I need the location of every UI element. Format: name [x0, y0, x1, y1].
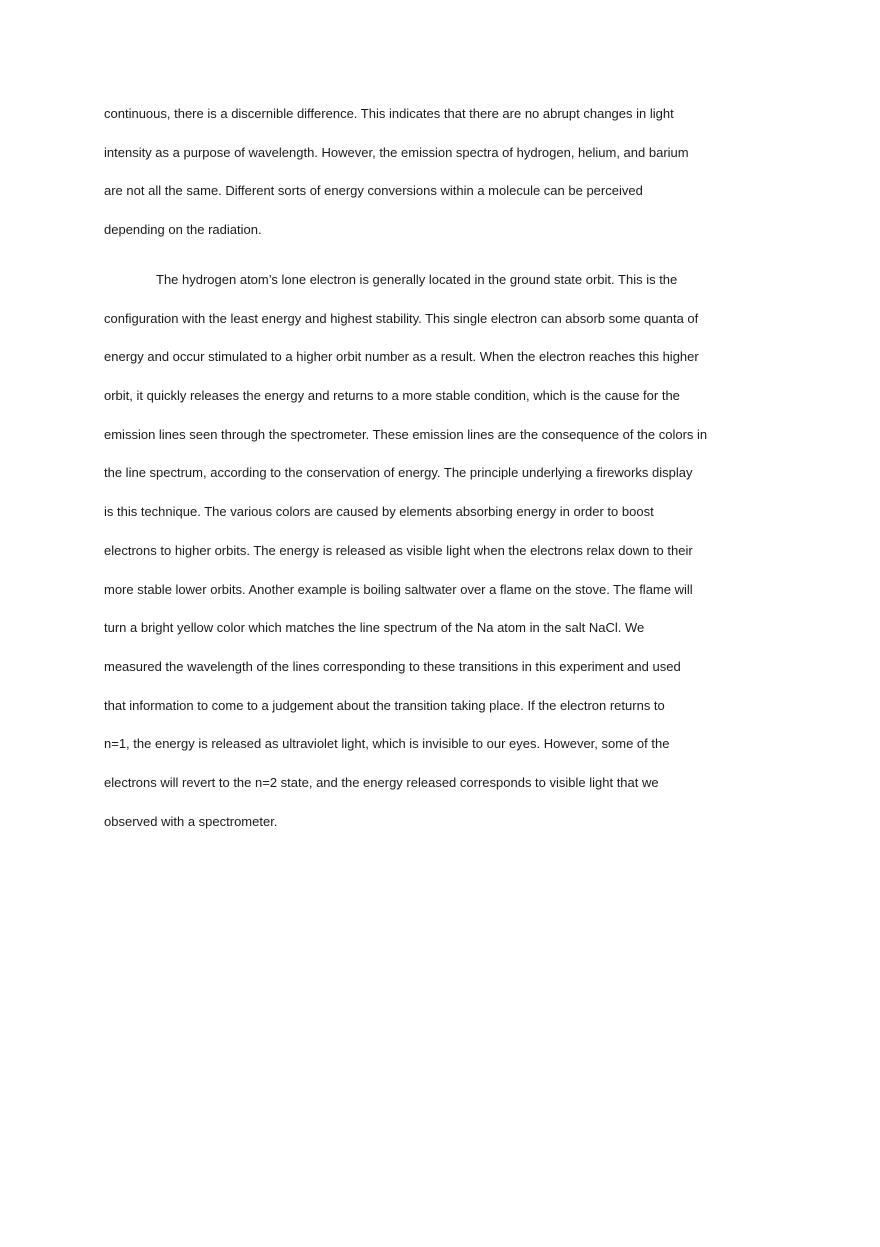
text-line: orbit, it quickly releases the energy and returns to a more stable condition, which is the cause for the — [104, 388, 680, 404]
text-line: n=1, the energy is released as ultraviolet light, which is invisible to our eyes. However, some of the — [104, 736, 670, 752]
text-line: The hydrogen atom’s lone electron is generally located in the ground state orbit. This is the — [156, 272, 678, 287]
text-line: that information to come to a judgement about the transition taking place. If the electron returns to — [104, 697, 665, 713]
paragraph-1 — [104, 95, 784, 250]
text-line: the line spectrum, according to the conservation of energy. The principle underlying a fireworks display — [104, 465, 693, 481]
text-line: are not all the same. Different sorts of energy conversions within a molecule can be perceived — [104, 183, 643, 199]
text-line: emission lines seen through the spectrometer. These emission lines are the consequence of the colors in — [104, 426, 708, 442]
text-line: measured the wavelength of the lines corresponding to these transitions in this experiment and used — [104, 658, 681, 674]
text-line: more stable lower orbits. Another example is boiling saltwater over a flame on the stove. The flame will — [104, 581, 693, 597]
text-line: configuration with the least energy and highest stability. This single electron can absorb some quanta of — [104, 310, 699, 326]
text-line: intensity as a purpose of wavelength. However, the emission spectra of hydrogen, helium, and barium — [104, 144, 689, 160]
text-line: depending on the radiation. — [104, 222, 262, 238]
text-line: electrons to higher orbits. The energy is released as visible light when the electrons relax down to their — [104, 542, 693, 558]
paragraph-2 — [104, 261, 784, 841]
text-line: electrons will revert to the n=2 state, and the energy released corresponds to visible light that we — [104, 774, 659, 790]
text-line: observed with a spectrometer. — [104, 813, 278, 829]
text-line: energy and occur stimulated to a higher orbit number as a result. When the electron reaches this higher — [104, 349, 699, 365]
text-line: continuous, there is a discernible difference. This indicates that there are no abrupt changes in light — [104, 106, 674, 121]
text-line: is this technique. The various colors are caused by elements absorbing energy in order to boost — [104, 504, 654, 520]
text-line: turn a bright yellow color which matches the line spectrum of the Na atom in the salt NaCl. We — [104, 620, 645, 636]
